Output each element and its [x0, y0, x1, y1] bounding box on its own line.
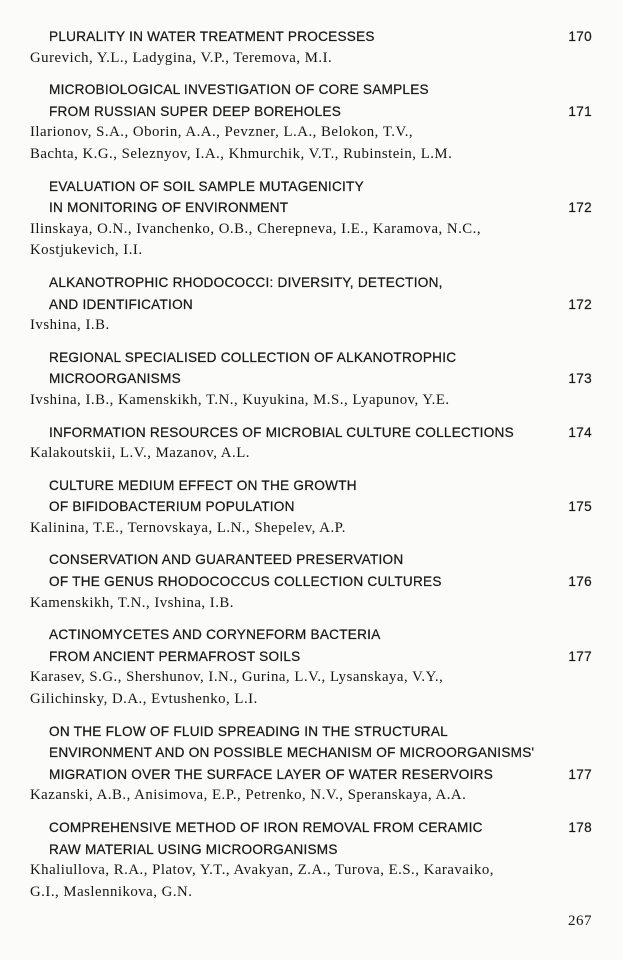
entry-title-text: CULTURE MEDIUM EFFECT ON THE GROWTH: [49, 477, 357, 493]
toc-entry: [30, 347, 592, 412]
entry-title-line: [30, 475, 592, 497]
entry-title-text: COMPREHENSIVE METHOD OF IRON REMOVAL FROM CERAMIC: [49, 820, 483, 835]
entry-title-text: OF BIFIDOBACTERIUM POPULATION: [49, 499, 295, 515]
entry-title-text: INFORMATION RESOURCES OF MICROBIAL CULTURE COLLECTIONS: [49, 424, 514, 440]
toc-entry: [30, 176, 592, 262]
entry-title-line: [30, 496, 592, 518]
entry-authors-line: Ilinskaya, O.N., Ivanchenko, O.B., Cherepneva, I.E., Karamova, N.C.,: [30, 220, 482, 237]
entry-title-text: OF THE GENUS RHODOCOCCUS COLLECTION CULTURES: [49, 574, 442, 590]
entry-title-text: RAW MATERIAL USING MICROORGANISMS: [49, 841, 338, 857]
entry-authors-line: Bachta, K.G., Seleznyov, I.A., Khmurchik, V.T., Rubinstein, L.M.: [30, 145, 453, 162]
entry-title-line: [30, 294, 592, 316]
entry-authors-line: Kalinina, T.E., Ternovskaya, L.N., Shepelev, A.P.: [30, 519, 346, 536]
toc-entry: [30, 422, 592, 465]
entry-authors-line: Khaliullova, R.A., Platov, Y.T., Avakyan, Z.A., Turova, E.S., Karavaiko,: [30, 862, 494, 879]
entry-authors-line: Karasev, S.G., Shershunov, I.N., Gurina, L.V., Lysanskaya, V.Y.,: [30, 669, 444, 686]
toc-entry: [30, 475, 592, 540]
entry-title-text: ON THE FLOW OF FLUID SPREADING IN THE STRUCTURAL: [49, 723, 448, 739]
entry-page-number: 170: [568, 29, 592, 44]
toc-entries: [30, 26, 592, 903]
toc-entry: [30, 624, 592, 710]
entry-title-line: [30, 422, 592, 444]
entry-title-text: IN MONITORING OF ENVIRONMENT: [49, 200, 289, 216]
entry-title-line: [30, 817, 592, 839]
entry-page-number: 178: [568, 820, 592, 835]
entry-title-text: REGIONAL SPECIALISED COLLECTION OF ALKANOTROPHIC: [49, 349, 457, 365]
entry-title-text: CONSERVATION AND GUARANTEED PRESERVATION: [49, 552, 404, 568]
entry-title-line: [30, 26, 592, 48]
entry-title-line: [30, 571, 592, 593]
entry-page-number: 177: [568, 648, 592, 664]
entry-title-text: FROM RUSSIAN SUPER DEEP BOREHOLES: [49, 103, 342, 119]
entry-authors-line: Kalakoutskii, L.V., Mazanov, A.L.: [30, 445, 250, 462]
entry-title-text: PLURALITY IN WATER TREATMENT PROCESSES: [49, 29, 375, 44]
footer-page-number: 267: [568, 913, 592, 929]
entry-page-number: 173: [568, 371, 592, 387]
entry-title-line: [30, 368, 592, 390]
entry-title-line: [30, 839, 592, 861]
entry-title-line: [30, 79, 592, 101]
entry-title-line: [30, 764, 592, 786]
toc-entry: [30, 26, 592, 69]
entry-title-text: ALKANOTROPHIC RHODOCOCCI: DIVERSITY, DETECTION,: [49, 274, 443, 290]
entry-authors-line: Ivshina, I.B., Kamenskikh, T.N., Kuyukina, M.S., Lyapunov, Y.E.: [30, 391, 450, 408]
entry-page-number: 171: [568, 103, 592, 119]
entry-authors-line: Gurevich, Y.L., Ladygina, V.P., Teremova, M.I.: [30, 49, 333, 66]
entry-authors-line: Ivshina, I.B.: [30, 317, 110, 334]
entry-title-line: [30, 721, 592, 743]
entry-title-line: [30, 549, 592, 571]
toc-entry: [30, 549, 592, 614]
entry-title-text: MICROORGANISMS: [49, 371, 181, 387]
entry-title-text: ENVIRONMENT AND ON POSSIBLE MECHANISM OF MICROORGANISMS': [49, 745, 535, 761]
entry-title-line: [30, 101, 592, 123]
entry-authors-line: G.I., Maslennikova, G.N.: [30, 883, 193, 900]
entry-authors-line: Kostjukevich, I.I.: [30, 242, 143, 259]
entry-title-text: AND IDENTIFICATION: [49, 296, 193, 312]
entry-authors-line: Ilarionov, S.A., Oborin, A.A., Pevzner, L.A., Belokon, T.V.,: [30, 124, 414, 141]
entry-title-text: MICROBIOLOGICAL INVESTIGATION OF CORE SAMPLES: [49, 82, 429, 98]
entry-page-number: 177: [568, 766, 592, 782]
entry-title-line: [30, 176, 592, 198]
entry-authors-line: Kamenskikh, T.N., Ivshina, I.B.: [30, 594, 235, 611]
entry-page-number: 175: [568, 499, 592, 515]
entry-title-text: ACTINOMYCETES AND CORYNEFORM BACTERIA: [49, 627, 381, 643]
entry-title-line: [30, 646, 592, 668]
entry-authors-line: Kazanski, A.B., Anisimova, E.P., Petrenko, N.V., Speranskaya, A.A.: [30, 787, 467, 804]
entry-title-line: [30, 347, 592, 369]
entry-title-text: FROM ANCIENT PERMAFROST SOILS: [49, 648, 301, 664]
entry-page-number: 172: [568, 200, 592, 216]
entry-page-number: 174: [568, 424, 592, 440]
toc-entry: [30, 272, 592, 337]
entry-title-line: [30, 272, 592, 294]
entry-title-line: [30, 197, 592, 219]
entry-page-number: 172: [568, 296, 592, 312]
entry-title-line: [30, 742, 592, 764]
toc-entry: [30, 817, 592, 903]
entry-title-line: [30, 624, 592, 646]
entry-title-text: MIGRATION OVER THE SURFACE LAYER OF WATER RESERVOIRS: [49, 766, 494, 782]
entry-page-number: 176: [568, 574, 592, 590]
entry-authors-line: Gilichinsky, D.A., Evtushenko, L.I.: [30, 691, 258, 708]
toc-entry: [30, 721, 592, 807]
toc-entry: [30, 79, 592, 165]
entry-title-text: EVALUATION OF SOIL SAMPLE MUTAGENICITY: [49, 178, 364, 194]
